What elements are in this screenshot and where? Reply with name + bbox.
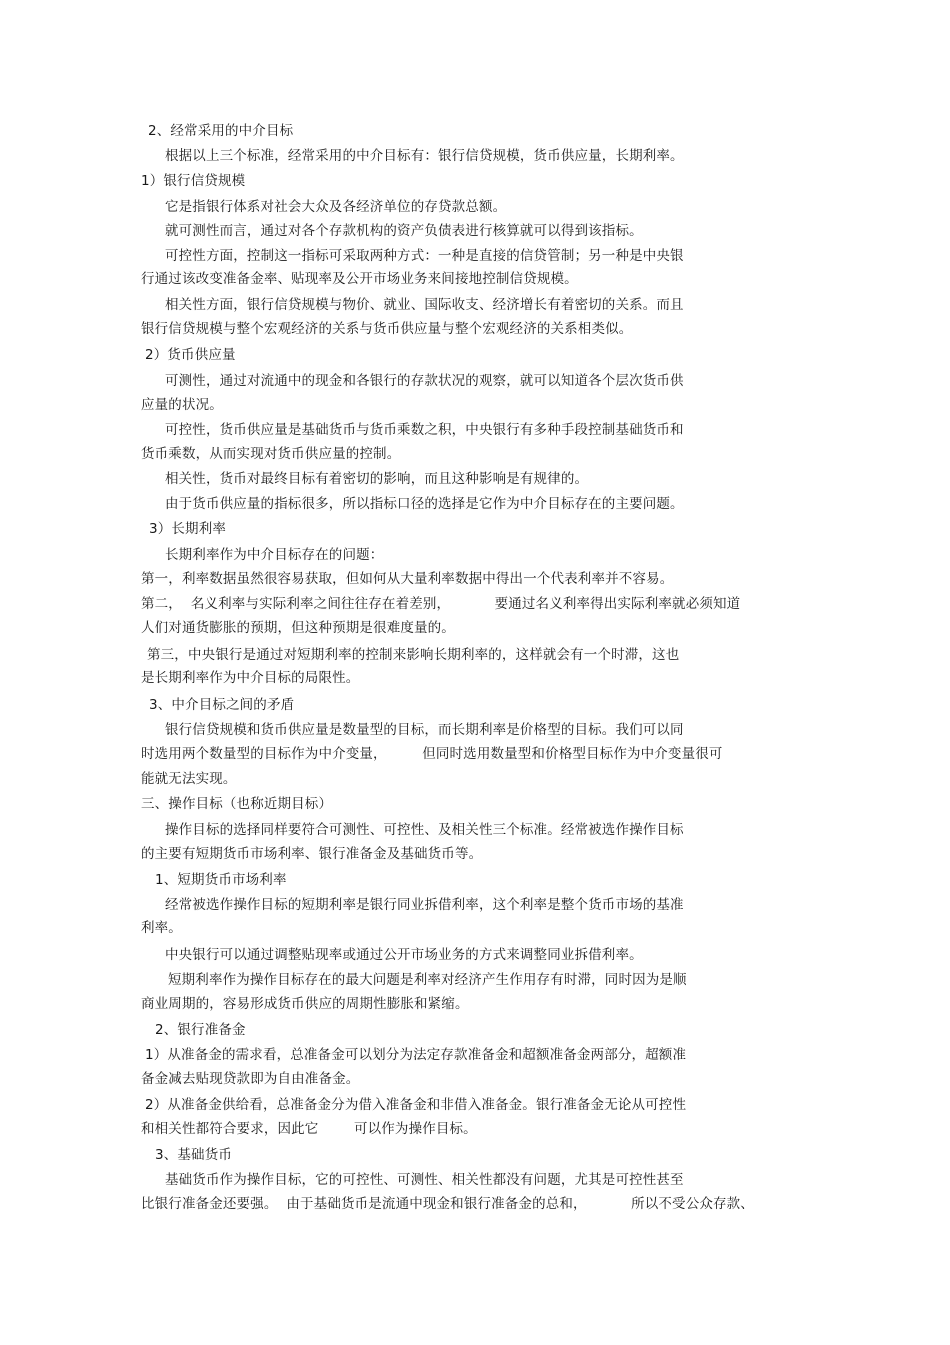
paragraph-line: 可测性，通过对流通中的现金和各银行的存款状况的观察，就可以知道各个层次货币供 xyxy=(165,373,684,389)
paragraph-line: 是长期利率作为中介目标的局限性。 xyxy=(141,670,360,686)
paragraph-line: 比银行准备金还要强。 由于基础货币是流通中现金和银行准备金的总和， 所以不受公众存款、 xyxy=(141,1196,754,1212)
section-heading-operating-targets: 三、操作目标（也称近期目标） xyxy=(141,796,333,812)
paragraph-line: 根据以上三个标准，经常采用的中介目标有：银行信贷规模，货币供应量，长期利率。 xyxy=(165,148,684,164)
paragraph-line: 短期利率作为操作目标存在的最大问题是利率对经济产生作用存有时滞，同时因为是顺 xyxy=(168,972,687,988)
paragraph-line: 应量的状况。 xyxy=(141,397,223,413)
subheading-long-term-rate: 3）长期利率 xyxy=(149,521,226,537)
heading-bank-reserves: 2、银行准备金 xyxy=(155,1022,246,1038)
paragraph-line: 1）从准备金的需求看，总准备金可以划分为法定存款准备金和超额准备金两部分，超额准 xyxy=(145,1047,687,1063)
paragraph-line: 行通过该改变准备金率、贴现率及公开市场业务来间接地控制信贷规模。 xyxy=(141,271,578,287)
paragraph-line: 时选用两个数量型的目标作为中介变量， 但同时选用数量型和价格型目标作为中介变量很可 xyxy=(141,746,723,762)
subheading-bank-credit-scale: 1）银行信贷规模 xyxy=(141,173,246,189)
paragraph-line: 第二， 名义利率与实际利率之间往往存在着差别， 要通过名义利率得出实际利率就必须知道 xyxy=(141,596,741,612)
paragraph-line: 基础货币作为操作目标，它的可控性、可测性、相关性都没有问题，尤其是可控性甚至 xyxy=(165,1172,684,1188)
paragraph-line: 由于货币供应量的指标很多，所以指标口径的选择是它作为中介目标存在的主要问题。 xyxy=(165,496,684,512)
paragraph-line: 可控性方面，控制这一指标可采取两种方式：一种是直接的信贷管制；另一种是中央银 xyxy=(165,248,684,264)
paragraph-line: 和相关性都符合要求，因此它 可以作为操作目标。 xyxy=(141,1121,477,1137)
paragraph-line: 可控性，货币供应量是基础货币与货币乘数之积，中央银行有多种手段控制基础货币和 xyxy=(165,422,684,438)
paragraph-line: 中央银行可以通过调整贴现率或通过公开市场业务的方式来调整同业拆借利率。 xyxy=(165,947,643,963)
paragraph-line: 货币乘数，从而实现对货币供应量的控制。 xyxy=(141,446,401,462)
paragraph-line: 第三，中央银行是通过对短期利率的控制来影响长期利率的，这样就会有一个时滞，这也 xyxy=(147,647,680,663)
heading-common-intermediate-targets: 2、经常采用的中介目标 xyxy=(148,123,294,139)
paragraph-line: 长期利率作为中介目标存在的问题： xyxy=(165,547,384,563)
paragraph-line: 相关性，货币对最终目标有着密切的影响，而且这种影响是有规律的。 xyxy=(165,471,589,487)
paragraph-line: 银行信贷规模与整个宏观经济的关系与货币供应量与整个宏观经济的关系相类似。 xyxy=(141,321,633,337)
paragraph-line: 操作目标的选择同样要符合可测性、可控性、及相关性三个标准。经常被选作操作目标 xyxy=(165,822,684,838)
paragraph-line: 的主要有短期货币市场利率、银行准备金及基础货币等。 xyxy=(141,846,483,862)
paragraph-line: 经常被选作操作目标的短期利率是银行同业拆借利率，这个利率是整个货币市场的基准 xyxy=(165,897,684,913)
paragraph-line: 商业周期的，容易形成货币供应的周期性膨胀和紧缩。 xyxy=(141,996,469,1012)
paragraph-line: 第一，利率数据虽然很容易获取，但如何从大量利率数据中得出一个代表利率并不容易。 xyxy=(141,571,674,587)
heading-intermediate-target-conflict: 3、中介目标之间的矛盾 xyxy=(149,697,295,713)
heading-base-money: 3、基础货币 xyxy=(155,1147,232,1163)
paragraph-line: 备金减去贴现贷款即为自由准备金。 xyxy=(141,1071,360,1087)
paragraph-line: 银行信贷规模和货币供应量是数量型的目标，而长期利率是价格型的目标。我们可以同 xyxy=(165,722,684,738)
heading-short-term-money-market-rate: 1、短期货币市场利率 xyxy=(155,872,287,888)
paragraph-line: 就可测性而言，通过对各个存款机构的资产负债表进行核算就可以得到该指标。 xyxy=(165,223,643,239)
paragraph-line: 利率。 xyxy=(141,920,182,936)
paragraph-line: 它是指银行体系对社会大众及各经济单位的存贷款总额。 xyxy=(165,199,507,215)
subheading-money-supply: 2）货币供应量 xyxy=(145,347,236,363)
paragraph-line: 相关性方面，银行信贷规模与物价、就业、国际收支、经济增长有着密切的关系。而且 xyxy=(165,297,684,313)
paragraph-line: 能就无法实现。 xyxy=(141,771,237,787)
paragraph-line: 2）从准备金供给看，总准备金分为借入准备金和非借入准备金。银行准备金无论从可控性 xyxy=(145,1097,687,1113)
paragraph-line: 人们对通货膨胀的预期，但这种预期是很难度量的。 xyxy=(141,620,455,636)
